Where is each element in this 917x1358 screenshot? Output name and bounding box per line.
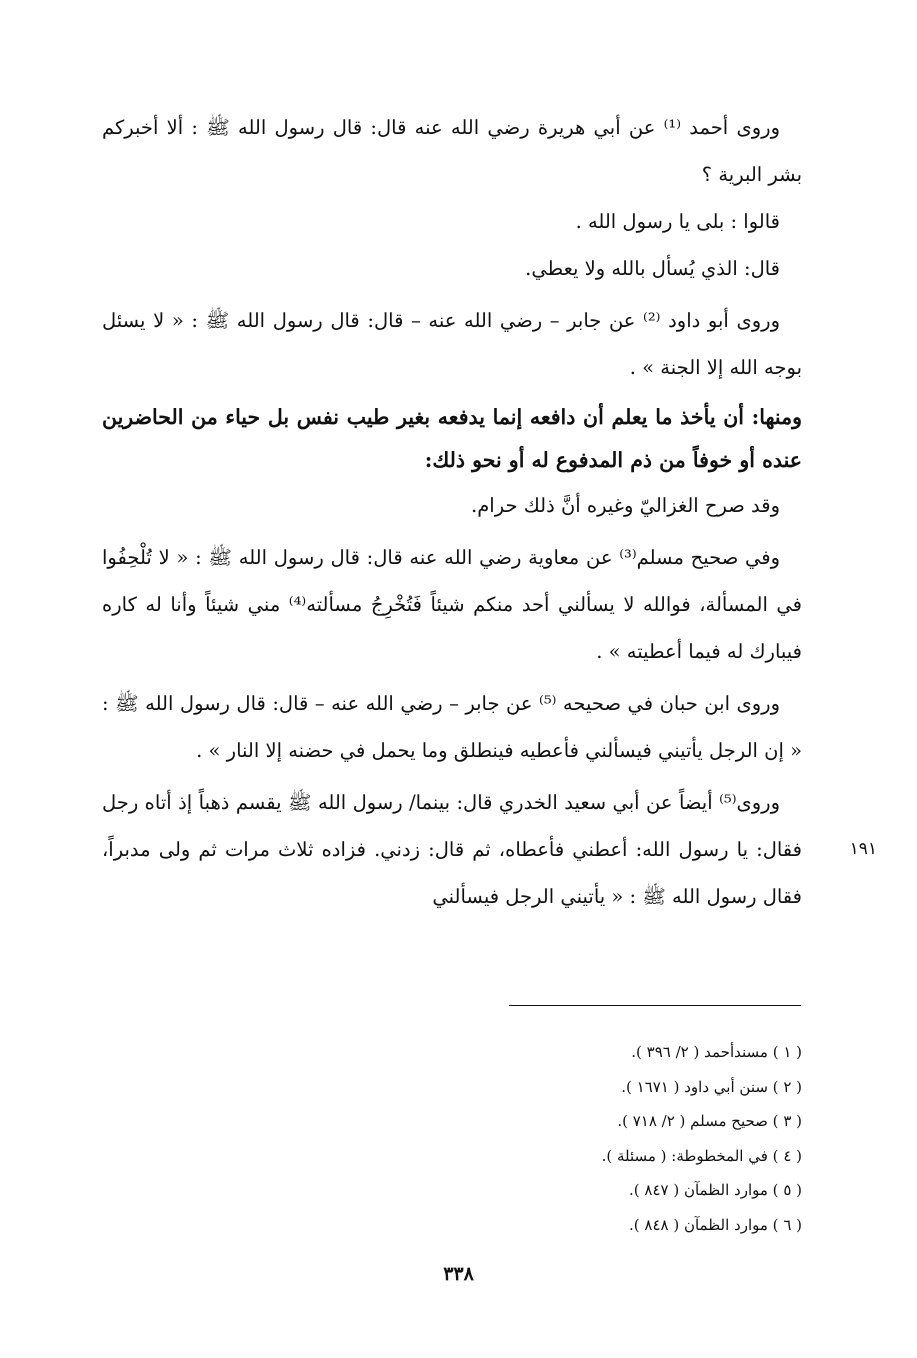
paragraph-abu-said: وروى⁽⁵⁾ أيضاً عن أبي سعيد الخدري قال: بينما/ رسول الله ﷺ يقسم ذهباً إذ أتاه رجل فقال: يا رسول الله: أعطني فأعطاه، ثم قال: زدني. فزاده ثلاث مرات ثم ولى مدبراً، فقال رسول الله ﷺ : « يأتيني الرجل فيسألني	[102, 791, 802, 908]
paragraph-qalu: قالوا : بلى يا رسول الله .	[575, 210, 780, 233]
footnote-item: ( ٣ ) صحيح مسلم ( ٢/ ٧١٨ ).	[617, 1112, 802, 1130]
footnote-item: ( ٤ ) في المخطوطة: ( مسئلة ).	[601, 1146, 802, 1165]
paragraph-ibn-hibban: وروى ابن حبان في صحيحه ⁽⁵⁾ عن جابر – رضي الله عنه – قال: قال رسول الله ﷺ : « إن الرجل يأتيني فيسألني فأعطيه فينطلق وما يحمل في حضنه إلا النار » .	[102, 692, 802, 762]
footnote-item: ( ٦ ) موارد الظمآن ( ٨٤٨ ).	[629, 1215, 802, 1234]
manuscript-folio-number: ١٩١	[849, 839, 877, 859]
paragraph-qal: قال: الذي يُسأل بالله ولا يعطي.	[525, 257, 780, 280]
main-text	[102, 104, 802, 920]
paragraph-ahmad-hadith: وروى أحمد ⁽¹⁾ عن أبي هريرة رضي الله عنه قال: قال رسول الله ﷺ : ألا أخبركم بشر البرية ؟	[102, 116, 802, 186]
footnote-item: ( ١ ) مسندأحمد ( ٢/ ٣٩٦ ).	[631, 1043, 802, 1061]
paragraph-muslim: وفي صحيح مسلم⁽³⁾ عن معاوية رضي الله عنه قال: قال رسول الله ﷺ : « لا تُلْحِفُوا في المسألة، فوالله لا يسألني أحد منكم شيئاً فَتُخْرِجُ مسألته⁽⁴⁾ مني شيئاً وأنا له كاره فيبارك له فيما أعطيته » .	[102, 546, 802, 663]
footnotes	[382, 1035, 802, 1242]
footnote-separator	[509, 1005, 801, 1006]
paragraph-ghazali: وقد صرح الغزاليّ وغيره أنَّ ذلك حرام.	[471, 494, 780, 517]
footnote-item: ( ٢ ) سنن أبي داود ( ١٦٧١ ).	[621, 1077, 802, 1096]
heading-paragraph: ومنها: أن يأخذ ما يعلم أن دافعه إنما يدفعه بغير طيب نفس بل حياء من الحاضرين عنده أو خوفاً من ذم المدفوع له أو نحو ذلك:	[102, 405, 802, 472]
page-number: ٣٣٨	[443, 1263, 474, 1285]
footnote-item: ( ٥ ) موارد الظمآن ( ٨٤٧ ).	[629, 1181, 802, 1199]
paragraph-abu-dawud: وروى أبو داود ⁽²⁾ عن جابر – رضي الله عنه – قال: قال رسول الله ﷺ : « لا يسئل بوجه الله إلا الجنة » .	[102, 309, 802, 379]
